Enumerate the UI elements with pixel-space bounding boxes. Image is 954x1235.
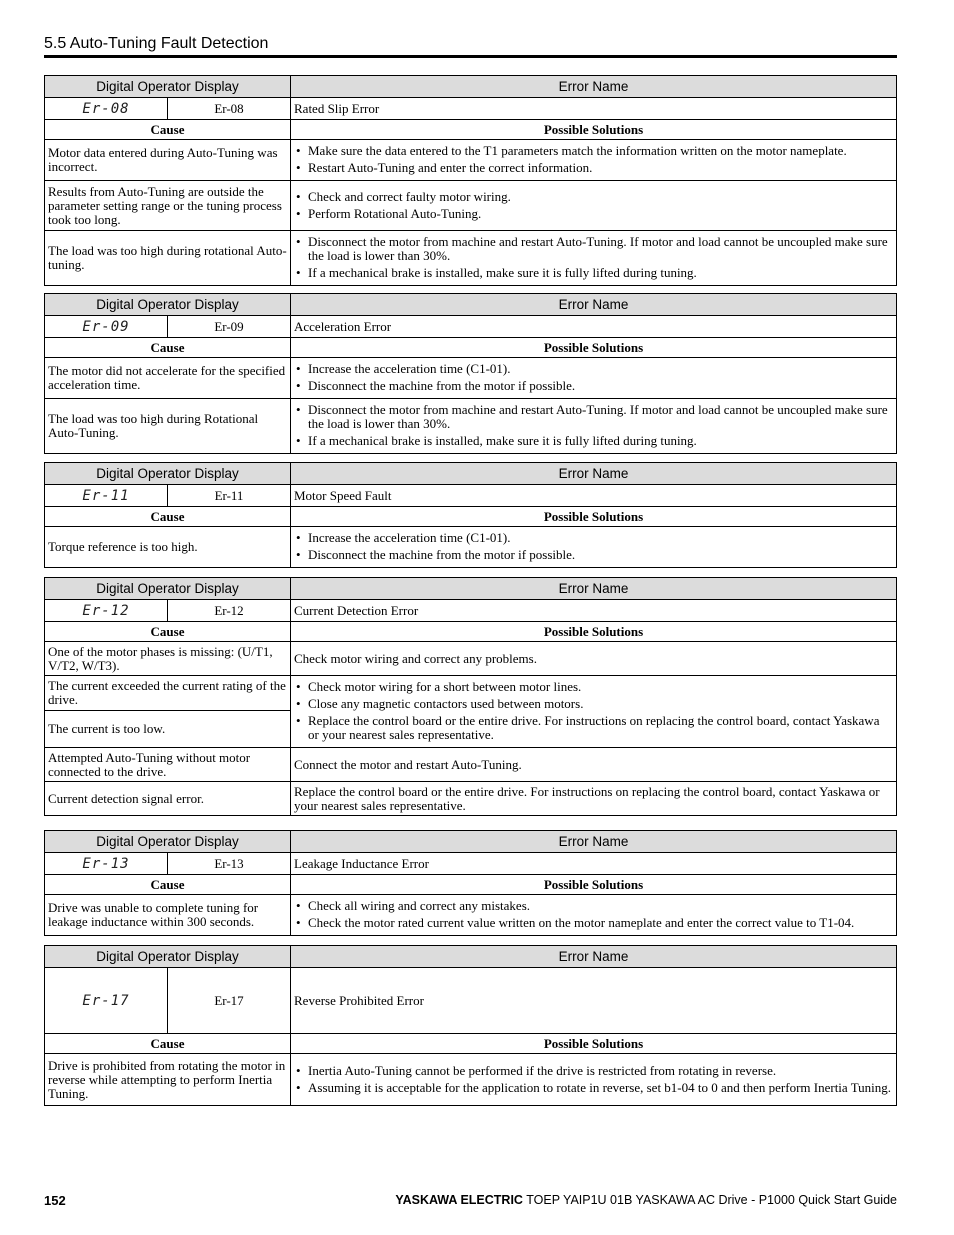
cause-cell: Drive is prohibited from rotating the motor in reverse while attempting to perform Inertia Tuning.	[45, 1054, 291, 1106]
solution-item: • If a mechanical brake is installed, make sure it is fully lifted during tuning.	[294, 434, 893, 448]
cause-cell: One of the motor phases is missing: (U/T1, V/T2, W/T3).	[45, 642, 291, 676]
fault-table-er08	[44, 75, 897, 286]
operator-display-glyph: Er-09	[45, 316, 168, 338]
operator-display-glyph: Er-11	[45, 485, 168, 507]
solution-item: • Restart Auto-Tuning and enter the correct information.	[294, 161, 893, 175]
operator-display-glyph: Er-08	[45, 98, 168, 120]
header-cause: Cause	[45, 875, 291, 895]
header-cause: Cause	[45, 1034, 291, 1054]
cause-cell: Results from Auto-Tuning are outside the parameter setting range or the tuning process took too long.	[45, 181, 291, 231]
header-display: Digital Operator Display	[45, 294, 291, 316]
solutions-cell	[291, 140, 897, 181]
fault-table-er09	[44, 293, 897, 454]
header-display: Digital Operator Display	[45, 946, 291, 968]
header-cause: Cause	[45, 338, 291, 358]
fault-table-er13	[44, 830, 897, 936]
cause-cell: The motor did not accelerate for the specified acceleration time.	[45, 358, 291, 399]
header-error-name: Error Name	[291, 294, 897, 316]
header-solutions: Possible Solutions	[291, 875, 897, 895]
cause-cell: The current exceeded the current rating of the drive.	[45, 676, 291, 711]
solution-cell: Replace the control board or the entire drive. For instructions on replacing the control board, contact Yaskawa or your nearest sales representative.	[291, 782, 897, 816]
solution-item: • Disconnect the motor from machine and restart Auto-Tuning. If motor and load cannot be uncoupled make sure the load is lower than 30%.	[294, 403, 893, 431]
section-title: 5.5 Auto-Tuning Fault Detection	[44, 34, 897, 58]
solution-item: • Make sure the data entered to the T1 parameters match the information written on the motor nameplate.	[294, 144, 893, 158]
fault-table-er12	[44, 577, 897, 816]
cause-cell: The load was too high during rotational Auto-tuning.	[45, 231, 291, 286]
error-code: Er-09	[168, 316, 291, 338]
solution-item: • Disconnect the motor from machine and restart Auto-Tuning. If motor and load cannot be uncoupled make sure the load is lower than 30%.	[294, 235, 893, 263]
solution-item: • Check all wiring and correct any mistakes.	[294, 899, 893, 913]
solutions-cell	[291, 399, 897, 454]
operator-display-glyph: Er-13	[45, 853, 168, 875]
header-cause: Cause	[45, 120, 291, 140]
error-name: Rated Slip Error	[291, 98, 897, 120]
solutions-cell	[291, 231, 897, 286]
header-display: Digital Operator Display	[45, 578, 291, 600]
header-cause: Cause	[45, 507, 291, 527]
cause-cell: Current detection signal error.	[45, 782, 291, 816]
solution-item: • Close any magnetic contactors used between motors.	[294, 697, 893, 711]
solution-item: • Increase the acceleration time (C1-01).	[294, 362, 893, 376]
header-display: Digital Operator Display	[45, 76, 291, 98]
solution-item: • Disconnect the machine from the motor if possible.	[294, 548, 893, 562]
header-display: Digital Operator Display	[45, 831, 291, 853]
solutions-cell	[291, 676, 897, 748]
solution-item: • Check motor wiring for a short between motor lines.	[294, 680, 893, 694]
error-code: Er-11	[168, 485, 291, 507]
solution-item: • Increase the acceleration time (C1-01).	[294, 531, 893, 545]
error-code: Er-08	[168, 98, 291, 120]
header-solutions: Possible Solutions	[291, 507, 897, 527]
error-code: Er-13	[168, 853, 291, 875]
footer-brand: YASKAWA ELECTRIC	[395, 1193, 523, 1207]
header-solutions: Possible Solutions	[291, 338, 897, 358]
error-name: Leakage Inductance Error	[291, 853, 897, 875]
solution-item: • Check the motor rated current value written on the motor nameplate and enter the correct value to T1-04.	[294, 916, 893, 930]
error-code: Er-12	[168, 600, 291, 622]
operator-display-glyph: Er-17	[45, 968, 168, 1034]
solution-item: • Disconnect the machine from the motor if possible.	[294, 379, 893, 393]
solution-item: • Check and correct faulty motor wiring.	[294, 190, 893, 204]
header-cause: Cause	[45, 622, 291, 642]
solution-item: • Inertia Auto-Tuning cannot be performed if the drive is restricted from rotating in reverse.	[294, 1064, 893, 1078]
error-name: Acceleration Error	[291, 316, 897, 338]
error-name: Reverse Prohibited Error	[291, 968, 897, 1034]
header-error-name: Error Name	[291, 76, 897, 98]
solutions-cell	[291, 1054, 897, 1106]
fault-table-er11	[44, 462, 897, 568]
solutions-cell	[291, 527, 897, 568]
page-number: 152	[44, 1193, 66, 1208]
header-solutions: Possible Solutions	[291, 120, 897, 140]
solutions-cell	[291, 895, 897, 936]
solution-cell: Connect the motor and restart Auto-Tuning.	[291, 748, 897, 782]
error-code: Er-17	[168, 968, 291, 1034]
cause-cell: Motor data entered during Auto-Tuning was incorrect.	[45, 140, 291, 181]
solution-cell: Check motor wiring and correct any problems.	[291, 642, 897, 676]
cause-cell: The current is too low.	[45, 710, 291, 747]
header-solutions: Possible Solutions	[291, 1034, 897, 1054]
cause-cell: The load was too high during Rotational Auto-Tuning.	[45, 399, 291, 454]
footer-doc: TOEP YAIP1U 01B YASKAWA AC Drive - P1000 Quick Start Guide	[526, 1193, 897, 1207]
header-error-name: Error Name	[291, 831, 897, 853]
header-display: Digital Operator Display	[45, 463, 291, 485]
operator-display-glyph: Er-12	[45, 600, 168, 622]
cause-cell: Attempted Auto-Tuning without motor connected to the drive.	[45, 748, 291, 782]
footer-doc-title	[395, 1193, 897, 1207]
solution-item: • Perform Rotational Auto-Tuning.	[294, 207, 893, 221]
header-error-name: Error Name	[291, 578, 897, 600]
cause-cell: Torque reference is too high.	[45, 527, 291, 568]
error-name: Current Detection Error	[291, 600, 897, 622]
solution-item: • If a mechanical brake is installed, make sure it is fully lifted during tuning.	[294, 266, 893, 280]
solution-item: • Assuming it is acceptable for the application to rotate in reverse, set b1-04 to 0 and then perform Inertia Tuning.	[294, 1081, 893, 1095]
header-error-name: Error Name	[291, 946, 897, 968]
error-name: Motor Speed Fault	[291, 485, 897, 507]
solutions-cell	[291, 181, 897, 231]
fault-table-er17	[44, 945, 897, 1106]
solutions-cell	[291, 358, 897, 399]
header-solutions: Possible Solutions	[291, 622, 897, 642]
solution-item: • Replace the control board or the entire drive. For instructions on replacing the control board, contact Yaskawa or your nearest sales representative.	[294, 714, 893, 742]
header-error-name: Error Name	[291, 463, 897, 485]
cause-cell: Drive was unable to complete tuning for leakage inductance within 300 seconds.	[45, 895, 291, 936]
